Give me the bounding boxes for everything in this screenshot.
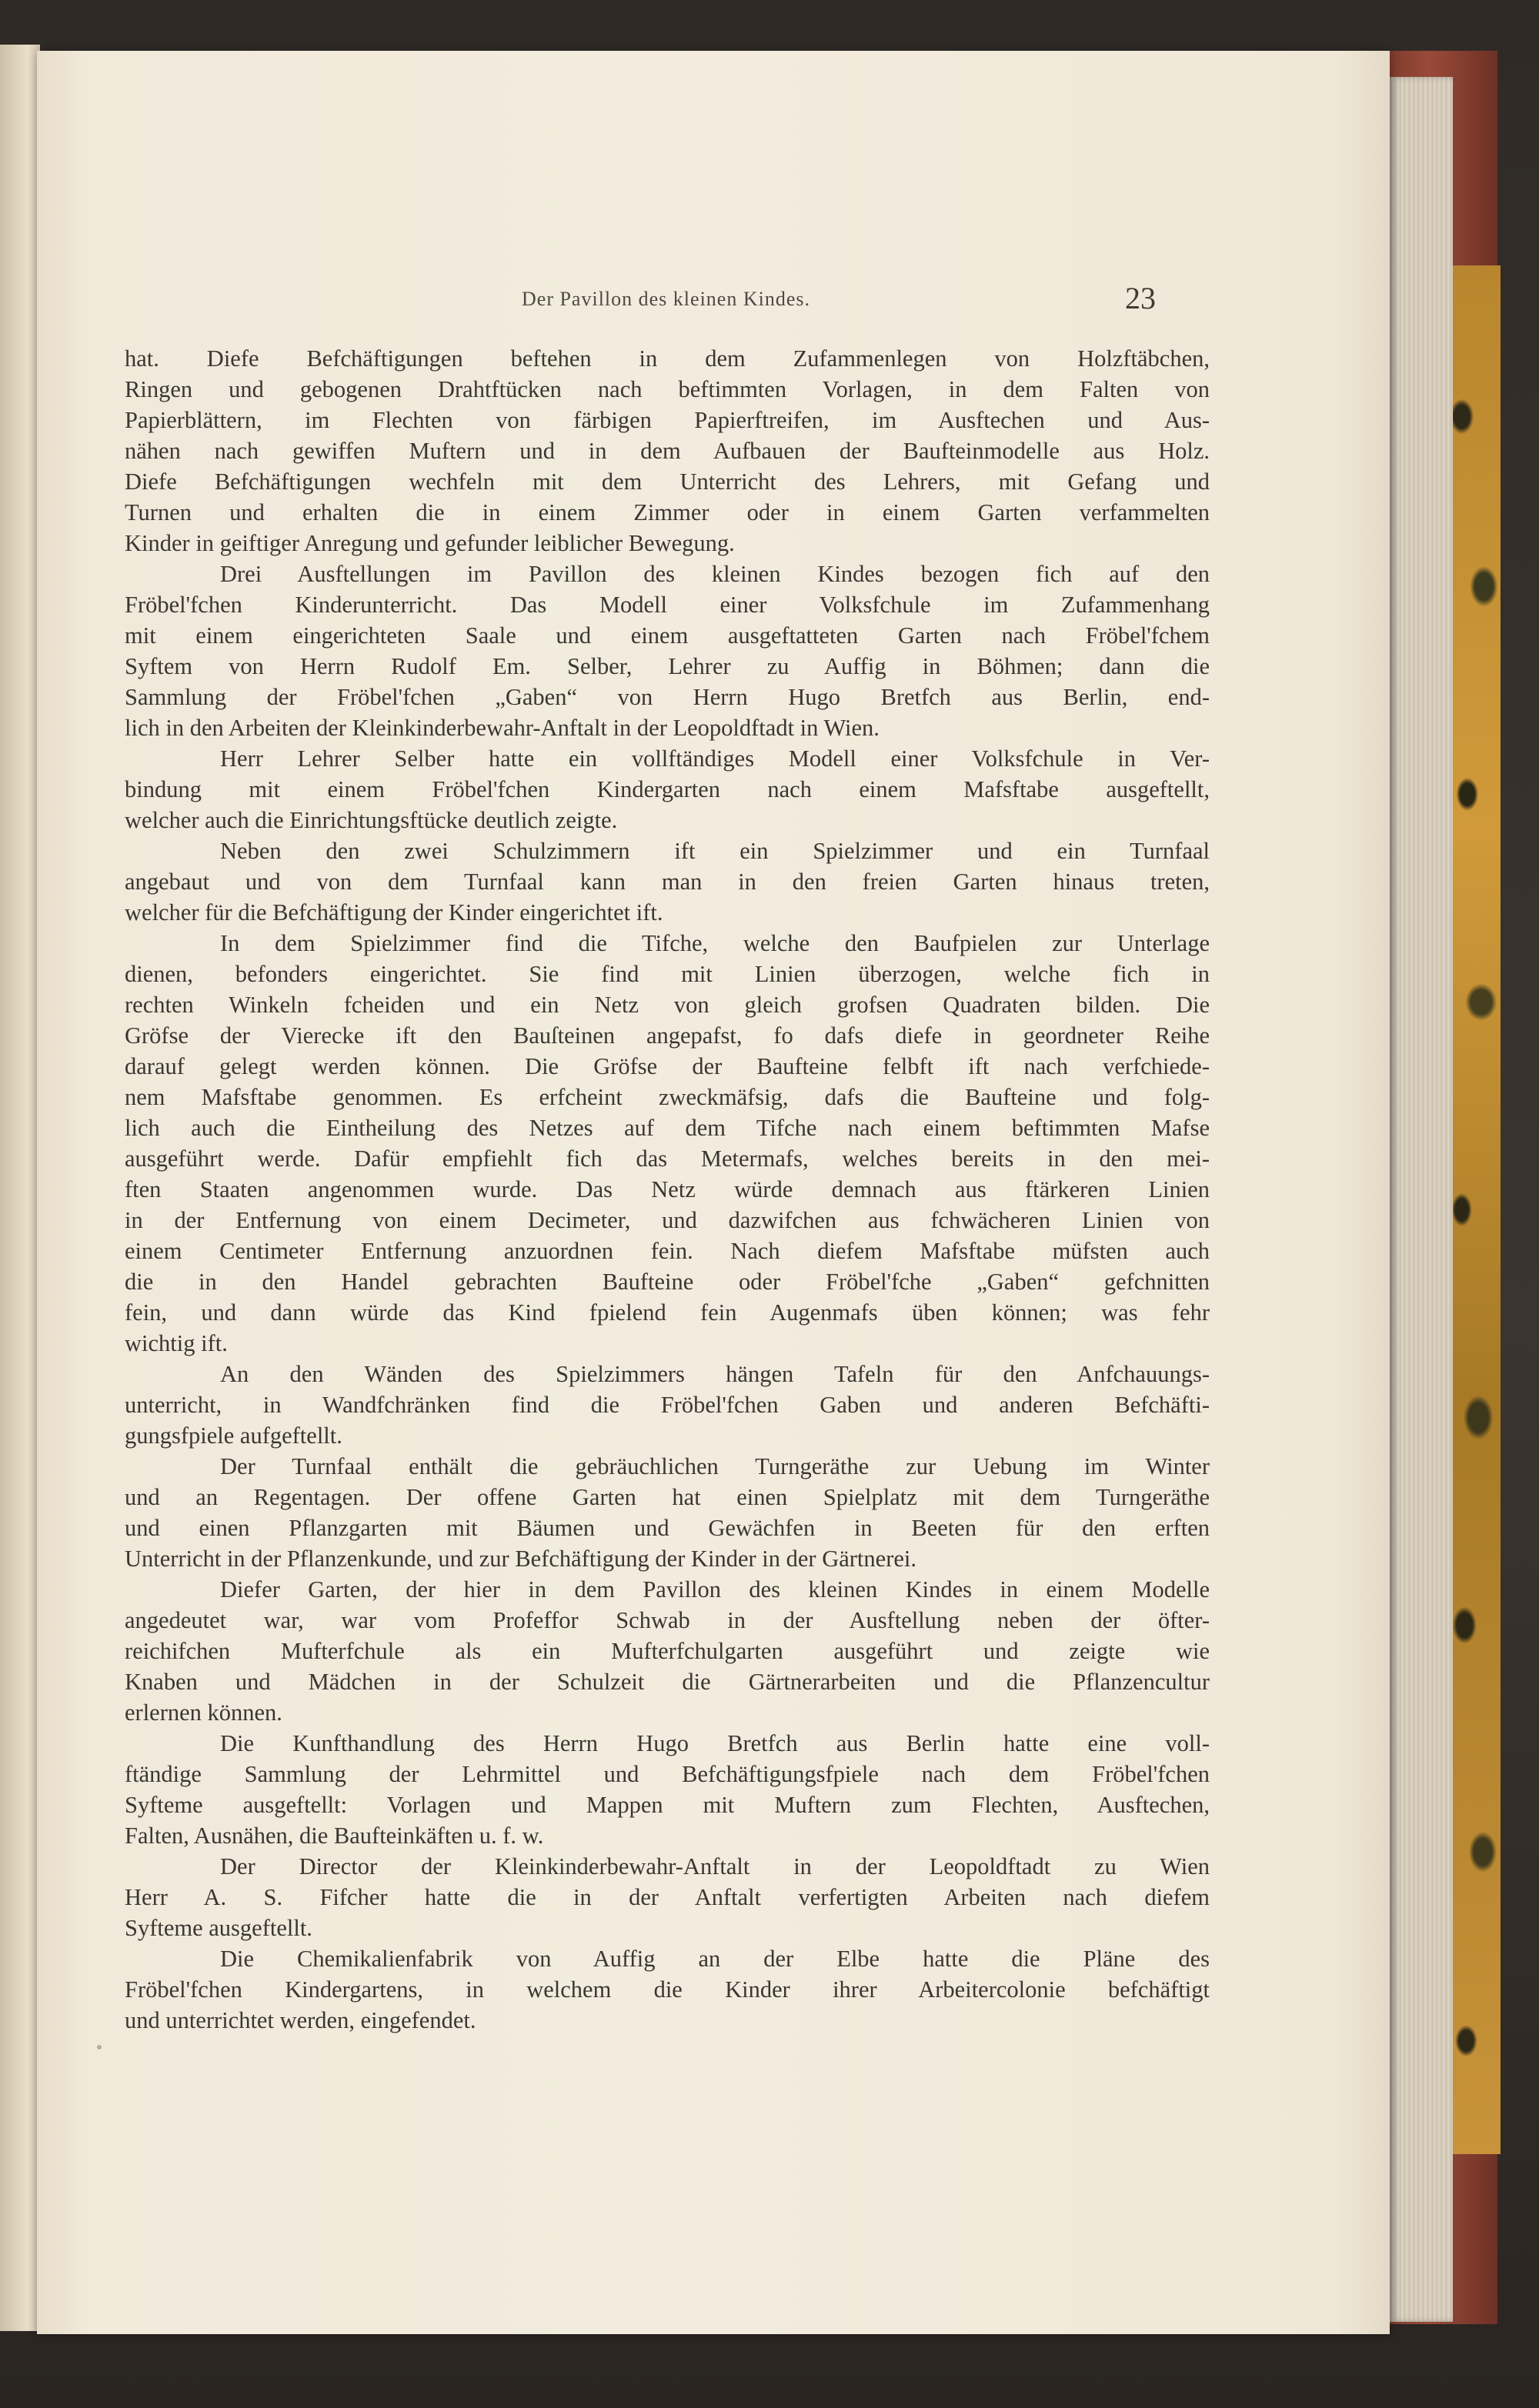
- page-stack-edge: [1390, 77, 1453, 2322]
- text-line: In dem Spielzimmer find die Tifche, welche den Baufpielen zur Unterlage: [220, 930, 1210, 956]
- text-line: Herr A. S. Fifcher hatte die in der Anftalt verfertigten Arbeiten nach diefem: [125, 1884, 1210, 1910]
- text-line: Syftem von Herrn Rudolf Em. Selber, Lehrer zu Auffig in Böhmen; dann die: [125, 653, 1210, 679]
- text-line: einem Centimeter Entfernung anzuordnen fein. Nach diefem Mafsftabe müfsten auch: [125, 1238, 1210, 1264]
- text-line: erlernen können.: [125, 1699, 282, 1726]
- text-line: unterricht, in Wandfchränken find die Fröbel'fchen Gaben und anderen Befchäfti-: [125, 1392, 1210, 1418]
- text-line: wichtig ift.: [125, 1330, 228, 1356]
- text-line: Papierblättern, im Flechten von färbigen Papierftreifen, im Ausftechen und Aus-: [125, 407, 1210, 433]
- text-line: Unterricht in der Pflanzenkunde, und zur Befchäftigung der Kinder in der Gärtnerei.: [125, 1546, 916, 1572]
- text-line: Neben den zwei Schulzimmern ift ein Spielzimmer und ein Turnfaal: [220, 838, 1210, 864]
- text-line: rechten Winkeln fcheiden und ein Netz von gleich grofsen Quadraten bilden. Die: [125, 992, 1210, 1018]
- text-line: ftändige Sammlung der Lehrmittel und Befchäftigungsfpiele nach dem Fröbel'fchen: [125, 1761, 1210, 1787]
- text-line: Diefe Befchäftigungen wechfeln mit dem Unterricht des Lehrers, mit Gefang und: [125, 469, 1210, 495]
- text-line: bindung mit einem Fröbel'fchen Kindergarten nach einem Mafsftabe ausgeftellt,: [125, 776, 1210, 802]
- text-line: ften Staaten angenommen wurde. Das Netz würde demnach aus ftärkeren Linien: [125, 1176, 1210, 1202]
- marbled-cover-edge: [1445, 265, 1501, 2154]
- text-line: Syfteme ausgeftellt.: [125, 1915, 312, 1941]
- text-line: angebaut und von dem Turnfaal kann man in den freien Garten hinaus treten,: [125, 869, 1210, 895]
- text-line: Der Director der Kleinkinderbewahr-Anftalt in der Leopoldftadt zu Wien: [220, 1853, 1210, 1879]
- text-line: Drei Ausftellungen im Pavillon des kleinen Kindes bezogen fich auf den: [220, 561, 1210, 587]
- facing-page-edge: [0, 45, 40, 2331]
- text-line: Fröbel'fchen Kinderunterricht. Das Modell einer Volksfchule im Zufammenhang: [125, 592, 1210, 618]
- page-header: [37, 282, 1390, 328]
- page-number: 23: [1125, 281, 1156, 315]
- text-line: mit einem eingerichteten Saale und einem ausgeftatteten Garten nach Fröbel'fchem: [125, 622, 1210, 649]
- text-line: ausgeführt werde. Dafür empfiehlt fich das Metermafs, welches bereits in den mei-: [125, 1146, 1210, 1172]
- text-line: nähen nach gewiffen Muftern und in dem Aufbauen der Baufteinmodelle aus Holz.: [125, 438, 1210, 464]
- text-line: die in den Handel gebrachten Baufteine oder Fröbel'fche „Gaben“ gefchnitten: [125, 1269, 1210, 1295]
- text-line: und einen Pflanzgarten mit Bäumen und Gewächfen in Beeten für den erften: [125, 1515, 1210, 1541]
- text-line: Ringen und gebogenen Drahtftücken nach beftimmten Vorlagen, in dem Falten von: [125, 376, 1210, 402]
- text-line: Falten, Ausnähen, die Baufteinkäften u. f. w.: [125, 1823, 544, 1849]
- text-line: lich in den Arbeiten der Kleinkinderbewahr-Anftalt in der Leopoldftadt in Wien.: [125, 715, 880, 741]
- text-line: hat. Diefe Befchäftigungen beftehen in dem Zufammenlegen von Holzftäbchen,: [125, 345, 1210, 372]
- text-line: und unterrichtet werden, eingefendet.: [125, 2007, 476, 2033]
- text-line: nem Mafsftabe genommen. Es erfcheint zweckmäfsig, dafs die Baufteine und folg-: [125, 1084, 1210, 1110]
- body-text: [125, 343, 1210, 2036]
- text-line: angedeutet war, war vom Profeffor Schwab in der Ausftellung neben der öfter-: [125, 1607, 1210, 1633]
- text-line: welcher auch die Einrichtungsftücke deutlich zeigte.: [125, 807, 618, 833]
- text-line: An den Wänden des Spielzimmers hängen Tafeln für den Anfchauungs-: [220, 1361, 1210, 1387]
- text-line: Herr Lehrer Selber hatte ein vollftändiges Modell einer Volksfchule in Ver-: [220, 745, 1210, 772]
- text-line: Kinder in geiftiger Anregung und gefunder leiblicher Bewegung.: [125, 530, 735, 556]
- text-line: Syfteme ausgeftellt: Vorlagen und Mappen mit Muftern zum Flechten, Ausftechen,: [125, 1792, 1210, 1818]
- text-line: dienen, befonders eingerichtet. Sie find mit Linien überzogen, welche fich in: [125, 961, 1210, 987]
- text-line: Der Turnfaal enthält die gebräuchlichen Turngeräthe zur Uebung im Winter: [220, 1453, 1210, 1479]
- text-line: Sammlung der Fröbel'fchen „Gaben“ von Herrn Hugo Bretfch aus Berlin, end-: [125, 684, 1210, 710]
- text-line: welcher für die Befchäftigung der Kinder eingerichtet ift.: [125, 899, 663, 926]
- text-line: Diefer Garten, der hier in dem Pavillon des kleinen Kindes in einem Modelle: [220, 1576, 1210, 1603]
- paper-spot: [97, 2045, 102, 2049]
- text-line: in der Entfernung von einem Decimeter, und dazwifchen aus fchwächeren Linien von: [125, 1207, 1210, 1233]
- text-line: gungsfpiele aufgeftellt.: [125, 1422, 342, 1449]
- text-line: darauf gelegt werden können. Die Gröfse der Baufteine felbft ift nach verfchiede-: [125, 1053, 1210, 1079]
- text-line: Knaben und Mädchen in der Schulzeit die Gärtnerarbeiten und die Pflanzencultur: [125, 1669, 1210, 1695]
- text-line: Die Kunfthandlung des Herrn Hugo Bretfch aus Berlin hatte eine voll-: [220, 1730, 1210, 1756]
- text-line: lich auch die Eintheilung des Netzes auf dem Tifche nach einem beftimmten Mafse: [125, 1115, 1210, 1141]
- text-line: reichifchen Mufterfchule als ein Mufterfchulgarten ausgeführt und zeigte wie: [125, 1638, 1210, 1664]
- text-line: und an Regentagen. Der offene Garten hat einen Spielplatz mit dem Turngeräthe: [125, 1484, 1210, 1510]
- running-title: Der Pavillon des kleinen Kindes.: [522, 288, 810, 310]
- text-line: Gröfse der Vierecke ift den Bauſteinen angepafst, fo dafs diefe in geordneter Reihe: [125, 1022, 1210, 1049]
- text-line: Turnen und erhalten die in einem Zimmer oder in einem Garten verfammelten: [125, 499, 1210, 525]
- text-line: Die Chemikalienfabrik von Auffig an der Elbe hatte die Pläne des: [220, 1946, 1210, 1972]
- text-line: fein, und dann würde das Kind fpielend fein Augenmafs üben können; was fehr: [125, 1299, 1210, 1326]
- text-line: Fröbel'fchen Kindergartens, in welchem die Kinder ihrer Arbeitercolonie befchäftigt: [125, 1976, 1210, 2003]
- book-page: [37, 51, 1390, 2334]
